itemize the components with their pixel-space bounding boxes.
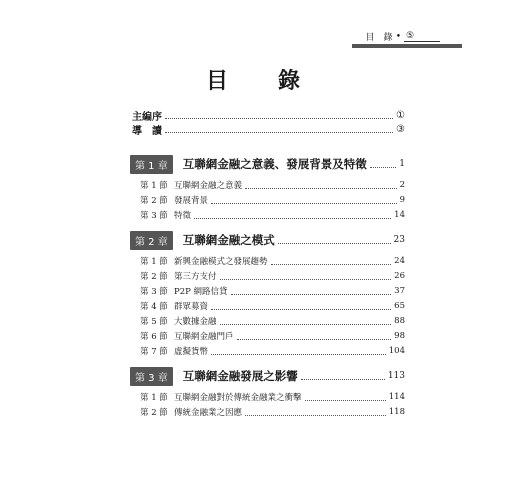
- toc-chapter[interactable]: [0, 230, 520, 250]
- header-rule: [352, 44, 462, 48]
- toc-front-label: 導 讀: [132, 125, 162, 137]
- toc-page-number: 113: [387, 371, 405, 381]
- dot-leader: [211, 203, 397, 204]
- toc-section[interactable]: [0, 405, 520, 419]
- toc-page-number: 118: [388, 407, 405, 417]
- dot-leader: [301, 379, 385, 380]
- toc-section[interactable]: [0, 208, 520, 222]
- toc-page-number: 88: [394, 316, 405, 326]
- dot-leader: [220, 279, 392, 280]
- dot-leader: [271, 264, 392, 265]
- page-title: 目 錄: [205, 69, 314, 94]
- dot-leader: [278, 243, 391, 244]
- toc-section[interactable]: [0, 269, 520, 283]
- toc-page-number: 37: [394, 286, 405, 296]
- section-title: 互聯網金融門戶: [174, 332, 234, 342]
- toc-page-number: 2: [399, 180, 405, 190]
- dot-leader: [211, 354, 386, 355]
- dot-leader: [245, 188, 397, 189]
- section-number: 第 1 節: [140, 257, 168, 267]
- toc-page-number: 104: [388, 346, 405, 356]
- section-number: 第 5 節: [140, 317, 168, 327]
- toc-section[interactable]: [0, 254, 520, 268]
- section-title: 發展背景: [174, 196, 209, 206]
- dot-leader: [245, 415, 386, 416]
- running-head-bullet: •: [395, 31, 401, 42]
- section-title: 大數據金融: [174, 317, 217, 327]
- toc-section[interactable]: [0, 314, 520, 328]
- toc-page-number: 65: [394, 301, 405, 311]
- running-head: [366, 30, 440, 43]
- toc-page-number: 98: [394, 331, 405, 341]
- section-number: 第 7 節: [140, 347, 168, 357]
- dot-leader: [220, 324, 392, 325]
- toc-page-number: 1: [399, 159, 405, 169]
- toc-front-item[interactable]: [0, 121, 520, 137]
- section-number: 第 3 節: [140, 287, 168, 297]
- chapter-title: 互聯網金融發展之影響: [182, 369, 298, 383]
- section-title: 虛擬貨幣: [174, 347, 209, 357]
- dot-leader: [165, 132, 393, 133]
- running-head-page: ⑤: [404, 31, 440, 42]
- dot-leader: [165, 118, 393, 119]
- section-title: 特徵: [174, 211, 192, 221]
- toc-page-number: 14: [394, 210, 405, 220]
- chapter-badge: 第 1 章: [130, 155, 173, 174]
- toc-section[interactable]: [0, 390, 520, 404]
- section-title: 互聯網金融之意義: [174, 181, 243, 191]
- toc-section[interactable]: [0, 178, 520, 192]
- chapter-title: 互聯網金融之意義、發展背景及特徵: [182, 157, 367, 171]
- dot-leader: [237, 339, 392, 340]
- toc-section[interactable]: [0, 284, 520, 298]
- dot-leader: [194, 218, 391, 219]
- toc-front-label: 主編序: [132, 111, 162, 123]
- toc-chapter[interactable]: [0, 366, 520, 386]
- section-number: 第 6 節: [140, 332, 168, 342]
- section-number: 第 3 節: [140, 211, 168, 221]
- section-title: 新興金融模式之發展趨勢: [174, 257, 268, 267]
- section-number: 第 2 節: [140, 272, 168, 282]
- section-number: 第 1 節: [140, 393, 168, 403]
- section-title: 互聯網金融對於傳統金融業之衝擊: [174, 393, 302, 403]
- dot-leader: [231, 294, 392, 295]
- chapter-badge: 第 2 章: [130, 231, 173, 250]
- toc-page-number: 24: [394, 256, 405, 266]
- section-number: 第 2 節: [140, 196, 168, 206]
- section-title: 第三方支付: [174, 272, 217, 282]
- section-number: 第 1 節: [140, 181, 168, 191]
- toc-page-number: ①: [396, 109, 405, 121]
- dot-leader: [370, 167, 397, 168]
- toc-chapter[interactable]: [0, 154, 520, 174]
- dot-leader: [305, 400, 386, 401]
- toc-page-number: 23: [393, 235, 405, 245]
- section-number: 第 4 節: [140, 302, 168, 312]
- toc-page-number: 114: [388, 392, 405, 402]
- toc-section[interactable]: [0, 299, 520, 313]
- toc-page-number: 26: [394, 271, 405, 281]
- chapter-title: 互聯網金融之模式: [182, 233, 275, 247]
- dot-leader: [211, 309, 391, 310]
- toc-page-number: ③: [396, 123, 405, 135]
- section-number: 第 2 節: [140, 408, 168, 418]
- running-head-text: 目 錄: [365, 33, 393, 43]
- toc-page-number: 9: [399, 195, 405, 205]
- section-title: 群眾募資: [174, 302, 209, 312]
- section-title: P2P 網路信貸: [174, 287, 228, 297]
- toc-section[interactable]: [0, 344, 520, 358]
- toc-section[interactable]: [0, 193, 520, 207]
- section-title: 傳統金融業之因應: [174, 408, 243, 418]
- toc-section[interactable]: [0, 329, 520, 343]
- chapter-badge: 第 3 章: [130, 367, 173, 386]
